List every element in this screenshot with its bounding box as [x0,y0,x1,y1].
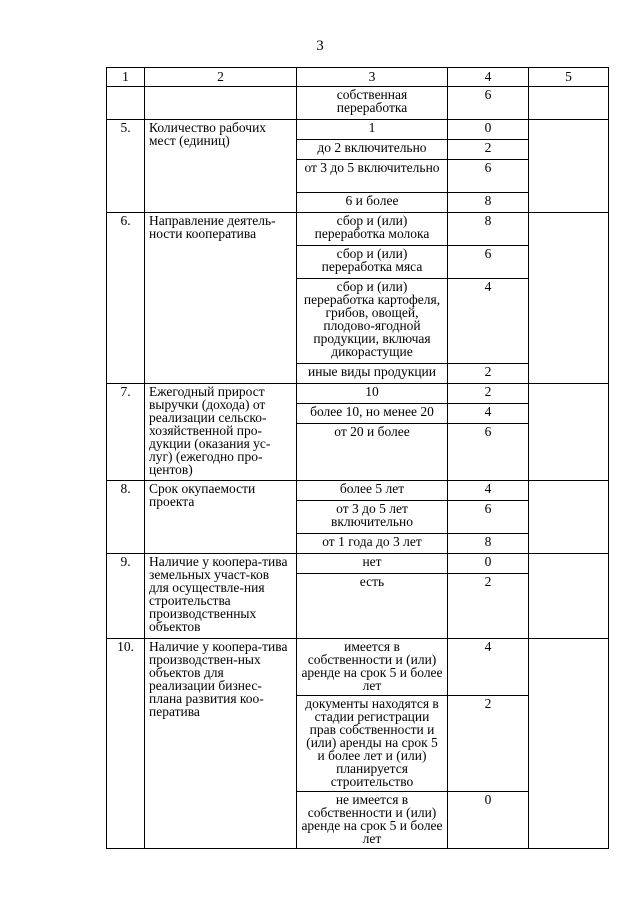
option-points: 4 [448,481,529,501]
option-value: 10 [297,384,448,404]
table-row [107,481,609,501]
criterion-number [107,87,145,120]
option-points: 2 [448,696,529,792]
option-value: от 20 и более [297,424,448,481]
option-value: более 10, но менее 20 [297,404,448,424]
option-value: сбор и (или) переработка мяса [297,246,448,279]
header-cell: 2 [145,68,297,87]
option-value: 6 и более [297,193,448,213]
option-value: документы находятся в стадии регистрации прав собственности и (или) аренды на срок 5 и более лет и (или) планируется строительство [297,696,448,792]
option-value: есть [297,574,448,639]
option-points: 8 [448,193,529,213]
option-points: 2 [448,384,529,404]
criterion-name: Наличие у коопера-тива производствен-ных объектов для реализации бизнес-плана развития коо-ператива [145,639,297,849]
score-cell [529,120,609,213]
criterion-name: Количество рабочих мест (единиц) [145,120,297,213]
option-points: 0 [448,792,529,849]
criterion-name: Наличие у коопера-тива земельных участ-ков для осуществле-ния строительства производственных объектов [145,554,297,639]
score-cell [529,481,609,554]
option-points: 6 [448,246,529,279]
option-value: от 1 года до 3 лет [297,534,448,554]
option-value: сбор и (или) переработка молока [297,213,448,246]
criterion-name: Срок окупаемости проекта [145,481,297,554]
criterion-number: 5. [107,120,145,213]
option-value: собственная переработка [297,87,448,120]
option-points: 0 [448,554,529,574]
option-points: 2 [448,364,529,384]
header-cell: 1 [107,68,145,87]
criterion-number: 7. [107,384,145,481]
option-value: иные виды продукции [297,364,448,384]
table-row [107,639,609,696]
table-row [107,554,609,574]
table-row [107,87,609,120]
table-row [107,120,609,140]
criteria-table [106,67,609,849]
option-points: 6 [448,501,529,534]
option-points: 6 [448,87,529,120]
criterion-number: 10. [107,639,145,849]
option-value: имеется в собственности и (или) аренде на срок 5 и более лет [297,639,448,696]
option-points: 2 [448,140,529,160]
option-value: не имеется в собственности и (или) аренде на срок 5 и более лет [297,792,448,849]
criterion-number: 6. [107,213,145,384]
option-points: 4 [448,404,529,424]
table-row [107,213,609,246]
criterion-name: Направление деятель-ности кооператива [145,213,297,384]
header-cell: 4 [448,68,529,87]
header-row [107,68,609,87]
table-row [107,384,609,404]
criterion-name [145,87,297,120]
option-points: 8 [448,213,529,246]
criterion-number: 8. [107,481,145,554]
score-cell [529,384,609,481]
page-number: 3 [316,38,324,54]
option-value: до 2 включительно [297,140,448,160]
option-value: нет [297,554,448,574]
option-points: 6 [448,160,529,193]
option-points: 0 [448,120,529,140]
option-points: 8 [448,534,529,554]
option-value: сбор и (или) переработка картофеля, грибов, овощей, плодово-ягодной продукции, включая дикорастущие [297,279,448,364]
criterion-name: Ежегодный прирост выручки (дохода) от реализации сельско-хозяйственной про-дукции (оказания ус-луг) (ежегодно про-центов) [145,384,297,481]
option-points: 6 [448,424,529,481]
option-points: 4 [448,279,529,364]
score-cell [529,639,609,849]
option-value: от 3 до 5 лет включительно [297,501,448,534]
header-cell: 5 [529,68,609,87]
option-value: 1 [297,120,448,140]
header-cell: 3 [297,68,448,87]
score-cell [529,87,609,120]
option-points: 4 [448,639,529,696]
criterion-number: 9. [107,554,145,639]
score-cell [529,554,609,639]
option-value: более 5 лет [297,481,448,501]
option-points: 2 [448,574,529,639]
score-cell [529,213,609,384]
option-value: от 3 до 5 включительно [297,160,448,193]
